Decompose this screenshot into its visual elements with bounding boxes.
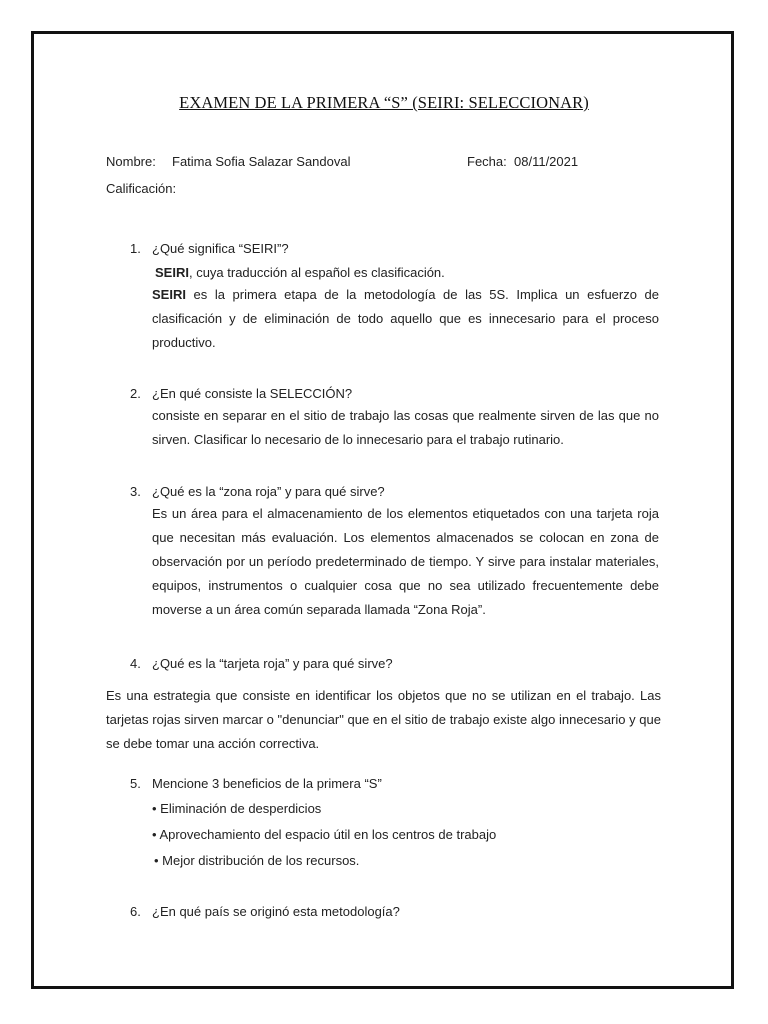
nombre-value: Fatima Sofia Salazar Sandoval [172, 154, 351, 169]
q3-question: ¿Qué es la “zona roja” y para qué sirve? [152, 484, 385, 499]
q1-line1-rest: , cuya traducción al español es clasificación. [188, 265, 445, 280]
fecha-value: 08/11/2021 [514, 154, 579, 169]
q5-bullet-1: • Eliminación de desperdicios [152, 801, 322, 816]
q2-number: 2. [130, 386, 141, 401]
q5-number: 5. [130, 776, 141, 791]
q1-line1-bold: SEIRI [155, 265, 189, 280]
q4-answer: Es una estrategia que consiste en identificar los objetos que no se utilizan en el trabajo. Las tarjetas rojas sirven marcar o "denunciar" que en el sitio de trabajo existe algo innecesario y que se debe tomar una acción correctiva. [106, 688, 661, 751]
q1-paragraph-rest: es la primera etapa de la metodología de las 5S. Implica un esfuerzo de clasificación y de eliminación de todo aquello que es innecesario para el proceso productivo. [152, 287, 659, 350]
calificacion-label: Calificación: [106, 181, 177, 196]
q3-number: 3. [130, 484, 141, 499]
q2-question: ¿En qué consiste la SELECCIÓN? [152, 386, 353, 401]
fecha-label: Fecha: [467, 154, 507, 169]
q5-bullet-2: • Aprovechamiento del espacio útil en los centros de trabajo [152, 827, 497, 842]
q1-paragraph-bold: SEIRI [152, 287, 186, 302]
q2-answer: consiste en separar en el sitio de trabajo las cosas que realmente sirven de las que no sirven. Clasificar lo necesario de lo innecesario para el trabajo rutinario. [152, 408, 659, 447]
q4-number: 4. [130, 656, 141, 671]
q6-question: ¿En qué país se originó esta metodología? [152, 904, 400, 919]
q5-question: Mencione 3 beneficios de la primera “S” [152, 776, 382, 791]
q3-answer: Es un área para el almacenamiento de los elementos etiquetados con una tarjeta roja que necesitan más evaluación. Los elementos almacenados se colocan en zona de observación por un período predeterminado de tiempo. Y sirve para instalar materiales, equipos, instrumentos o cualquier cosa que no sea utilizado frecuentemente debe moverse a un área común separada llamada “Zona Roja”. [152, 506, 659, 617]
q1-question: ¿Qué significa “SEIRI”? [152, 241, 289, 256]
exam-title: EXAMEN DE LA PRIMERA “S” (SEIRI: SELECCIONAR) [179, 93, 589, 112]
q4-question: ¿Qué es la “tarjeta roja” y para qué sirve? [152, 656, 393, 671]
q1-answer-line1 [155, 264, 445, 281]
q5-bullet-3: • Mejor distribución de los recursos. [154, 853, 360, 868]
q1-number: 1. [130, 241, 141, 256]
q1-answer-paragraph [152, 283, 659, 355]
nombre-label: Nombre: [106, 154, 156, 169]
q6-number: 6. [130, 904, 141, 919]
